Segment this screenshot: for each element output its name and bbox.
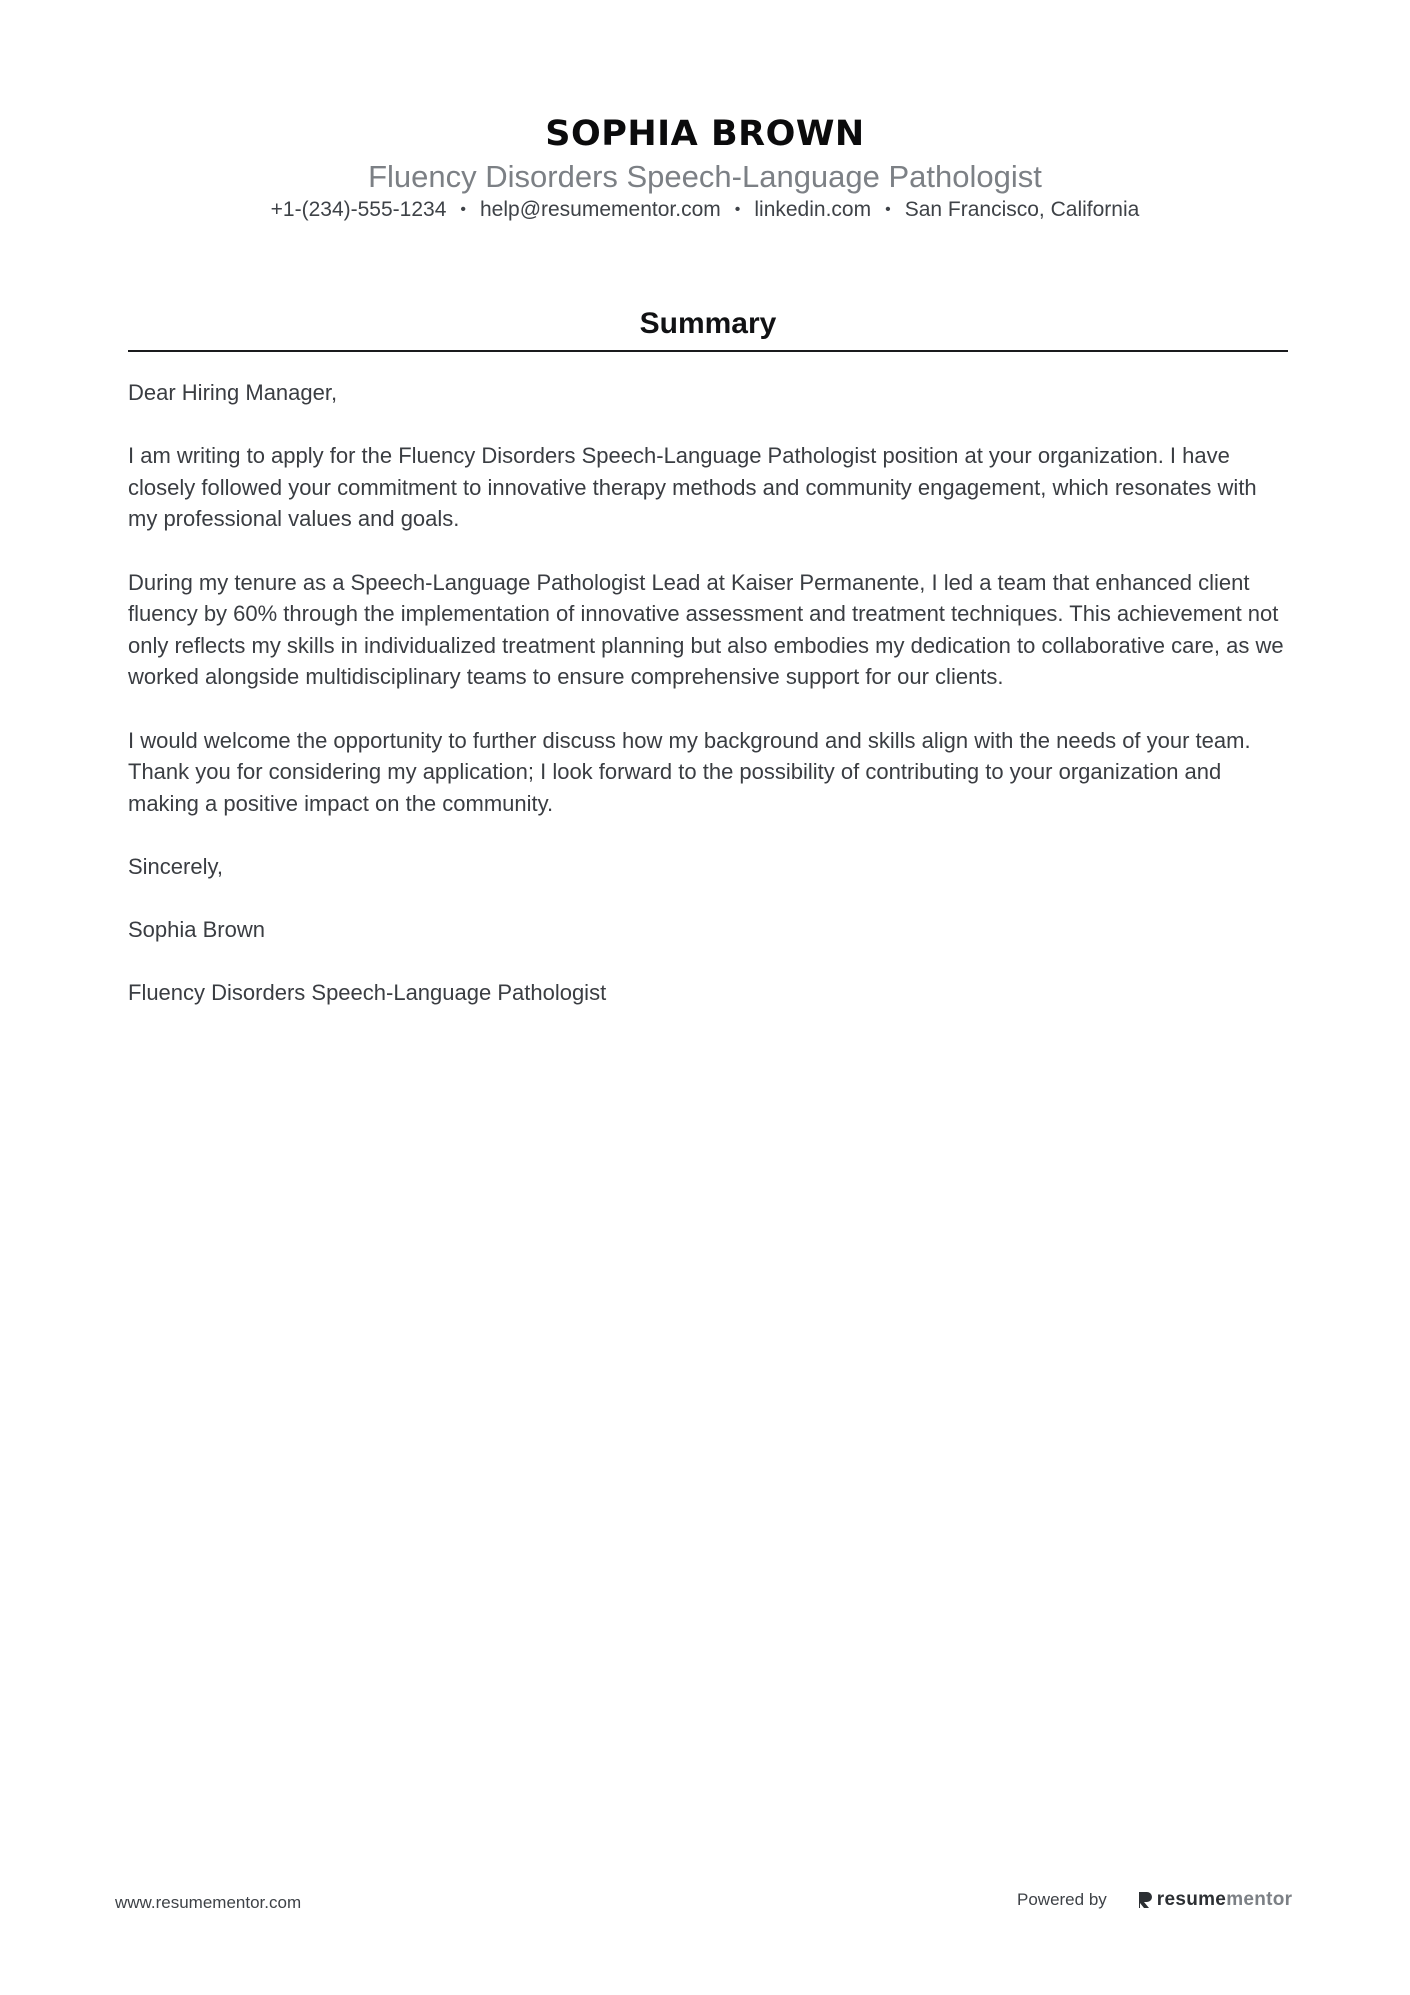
letter-paragraph: I would welcome the opportunity to further discuss how my background and skills align with the needs of your team. Thank you for considering my application; I look forward to the possibility of contributing to your organization and making a positive impact on the community. [128, 727, 1251, 816]
letter-body [128, 377, 1288, 1040]
brand-mark-icon [1137, 1890, 1153, 1910]
contact-separator: • [734, 201, 741, 218]
brand-logo [1137, 1889, 1293, 1911]
contact-email: help@resumementor.com [479, 198, 721, 221]
brand-name-part: mentor [1226, 1889, 1293, 1910]
contact-phone: +1-(234)-555-1234 [270, 198, 447, 221]
signature-name: Sophia Brown [128, 917, 265, 943]
section-divider [128, 350, 1288, 352]
section-heading-summary: Summary [639, 307, 777, 340]
letter-paragraph: I am writing to apply for the Fluency Disorders Speech-Language Pathologist position at your organization. I have closely followed your commitment to innovative therapy methods and community engagement, which resonates with my professional values and goals. [128, 443, 1257, 532]
applicant-title: Fluency Disorders Speech-Language Pathologist [368, 159, 1042, 194]
footer-website: www.resumementor.com [115, 1893, 302, 1912]
signature-title: Fluency Disorders Speech-Language Pathologist [128, 980, 607, 1006]
contact-separator: • [885, 201, 891, 218]
contact-separator: • [460, 201, 466, 218]
applicant-name: SOPHIA BROWN [545, 114, 865, 154]
salutation: Dear Hiring Manager, [128, 380, 338, 405]
letter-header [0, 112, 1410, 224]
contact-website: linkedin.com [754, 198, 872, 221]
contact-line [0, 196, 1410, 224]
letter-paragraph: During my tenure as a Speech-Language Pathologist Lead at Kaiser Permanente, I led a team that enhanced client fluency by 60% through the implementation of innovative assessment and treatment techniques. This achievement not only reflects my skills in individualized treatment planning but also embodies my dedication to collaborative care, as we worked alongside multidisciplinary teams to ensure comprehensive support for our clients. [128, 569, 1284, 690]
powered-by-label: Powered by [1017, 1890, 1107, 1909]
closing: Sincerely, [128, 853, 223, 879]
contact-location: San Francisco, California [904, 198, 1140, 221]
brand-name-part: resume [1156, 1889, 1227, 1910]
footer-branding [1017, 1889, 1292, 1911]
